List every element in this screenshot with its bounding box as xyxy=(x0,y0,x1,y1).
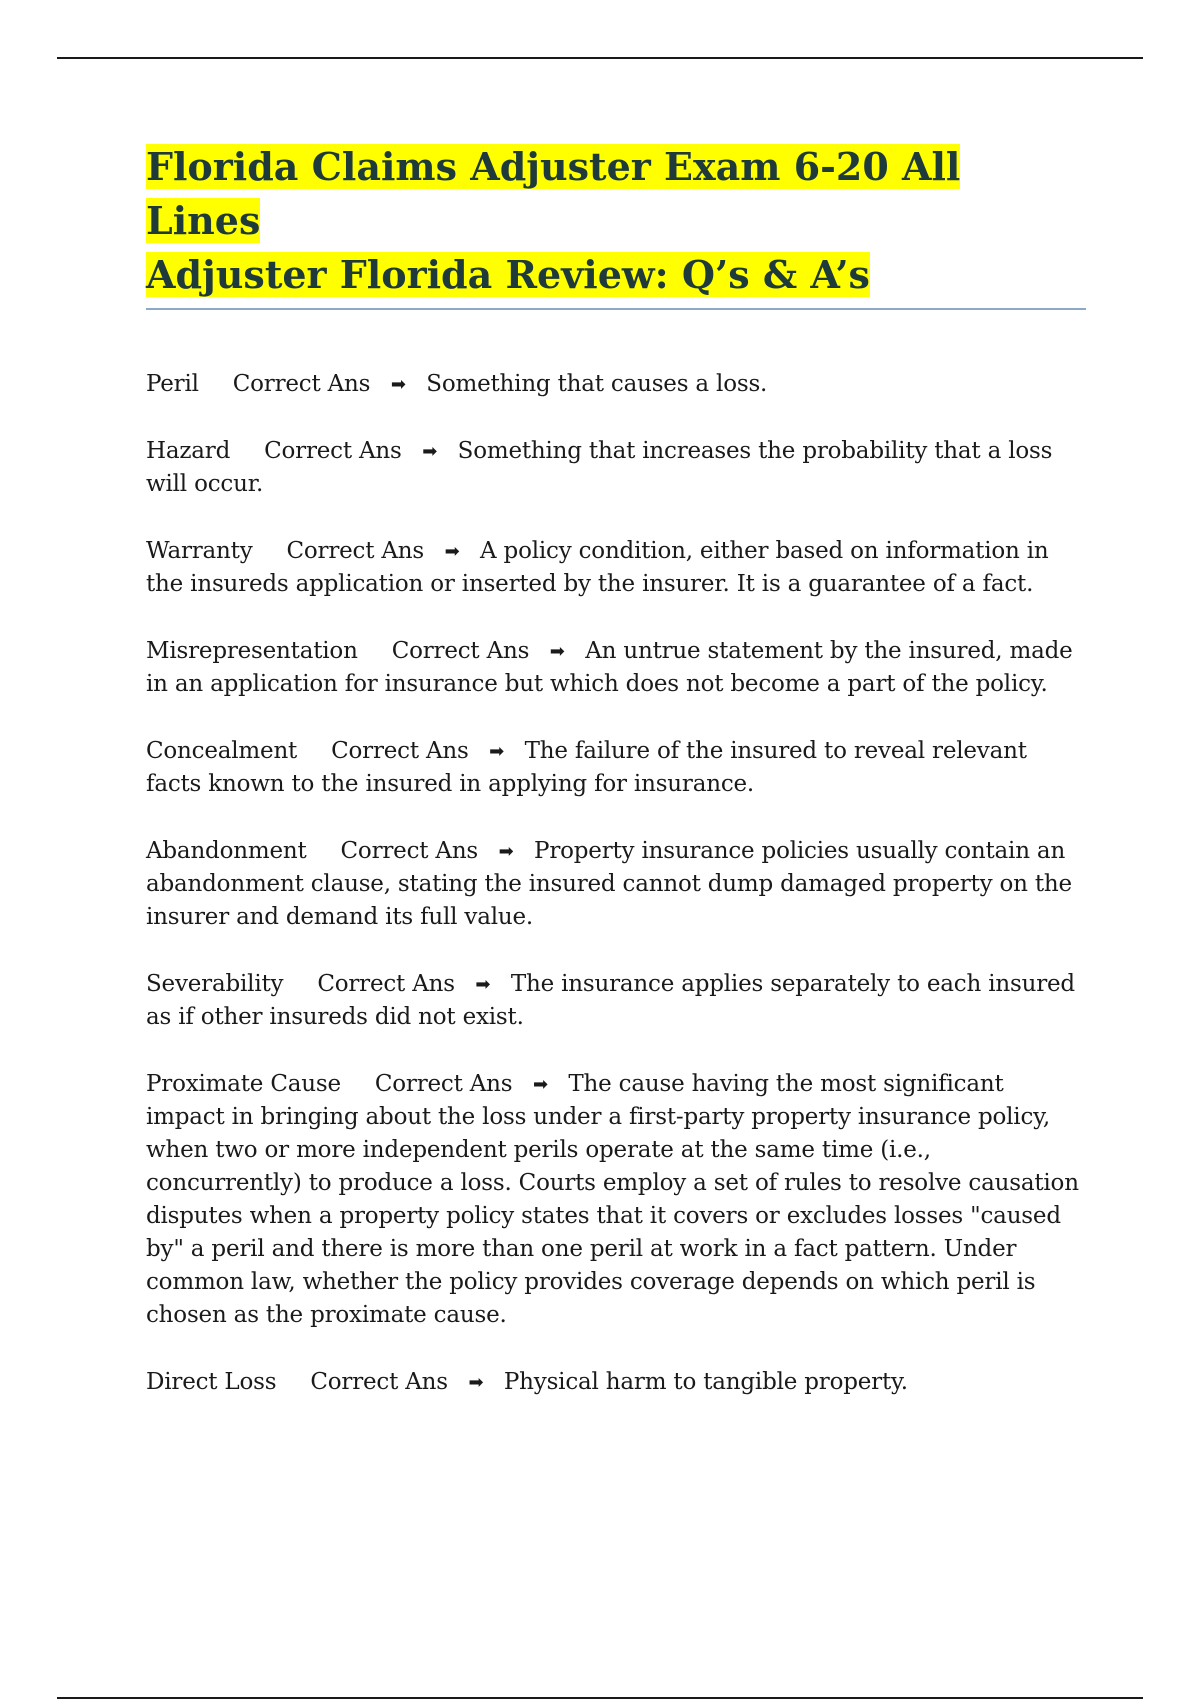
correct-ans-label: Correct Ans xyxy=(340,838,479,864)
qa-item xyxy=(146,1068,1086,1332)
qa-term: Direct Loss xyxy=(146,1369,277,1395)
correct-ans-label: Correct Ans xyxy=(310,1369,448,1395)
qa-term: Abandonment xyxy=(146,838,307,864)
qa-item xyxy=(146,835,1086,934)
title-line-2: Adjuster Florida Review: Q’s & A’s xyxy=(146,252,870,297)
qa-item xyxy=(146,635,1086,701)
document-title xyxy=(146,140,1086,306)
qa-item xyxy=(146,435,1086,501)
qa-answer: The cause having the most significant impact in bringing about the loss under a first-party property insurance policy, when two or more independent perils operate at the same time (i.e., concurrently) to produce a loss. Courts employ a set of rules to resolve causation disputes when a property policy states that it covers or excludes losses "caused by" a peril and there is more than one peril at work in a fact pattern. Under common law, whether the policy provides coverage depends on which peril is chosen as the proximate cause. xyxy=(146,1071,1079,1328)
right-arrow-icon: ➡ xyxy=(422,441,438,462)
correct-ans-label: Correct Ans xyxy=(286,538,425,564)
qa-answer: The failure of the insured to reveal relevant facts known to the insured in applying for insurance. xyxy=(146,738,1027,797)
right-arrow-icon: ➡ xyxy=(444,541,460,562)
right-arrow-icon: ➡ xyxy=(489,741,505,762)
qa-answer: Physical harm to tangible property. xyxy=(503,1369,908,1395)
right-arrow-icon: ➡ xyxy=(532,1074,548,1095)
qa-term: Misrepresentation xyxy=(146,638,358,664)
correct-ans-label: Correct Ans xyxy=(331,738,469,764)
qa-answer: Something that increases the probability that a loss will occur. xyxy=(146,438,1053,497)
qa-answer: An untrue statement by the insured, made in an application for insurance but which does not become a part of the policy. xyxy=(146,638,1073,697)
qa-list xyxy=(146,368,1086,1399)
qa-answer: A policy condition, either based on information in the insureds application or inserted by the insurer. It is a guarantee of a fact. xyxy=(146,538,1049,597)
qa-term: Peril xyxy=(146,371,199,397)
correct-ans-label: Correct Ans xyxy=(232,371,371,397)
right-arrow-icon: ➡ xyxy=(549,641,565,662)
qa-item xyxy=(146,368,1086,401)
qa-answer: The insurance applies separately to each insured as if other insureds did not exist. xyxy=(146,971,1075,1030)
qa-term: Concealment xyxy=(146,738,298,764)
top-page-rule xyxy=(57,57,1143,59)
qa-term: Warranty xyxy=(146,538,253,564)
title-line-1: Florida Claims Adjuster Exam 6-20 All Lines xyxy=(146,144,961,243)
qa-item xyxy=(146,1366,1086,1399)
right-arrow-icon: ➡ xyxy=(390,374,406,395)
correct-ans-label: Correct Ans xyxy=(317,971,455,997)
qa-item xyxy=(146,735,1086,801)
qa-term: Severability xyxy=(146,971,284,997)
correct-ans-label: Correct Ans xyxy=(264,438,402,464)
right-arrow-icon: ➡ xyxy=(498,841,514,862)
qa-term: Hazard xyxy=(146,438,231,464)
qa-answer: Something that causes a loss. xyxy=(426,371,768,397)
correct-ans-label: Correct Ans xyxy=(391,638,530,664)
right-arrow-icon: ➡ xyxy=(468,1372,484,1393)
right-arrow-icon: ➡ xyxy=(475,974,491,995)
qa-item xyxy=(146,968,1086,1034)
bottom-page-rule xyxy=(57,1697,1143,1699)
title-underline xyxy=(146,308,1086,310)
qa-item xyxy=(146,535,1086,601)
correct-ans-label: Correct Ans xyxy=(374,1071,513,1097)
qa-answer: Property insurance policies usually contain an abandonment clause, stating the insured cannot dump damaged property on the insurer and demand its full value. xyxy=(146,838,1072,930)
qa-term: Proximate Cause xyxy=(146,1071,341,1097)
document-body xyxy=(146,140,1086,1433)
